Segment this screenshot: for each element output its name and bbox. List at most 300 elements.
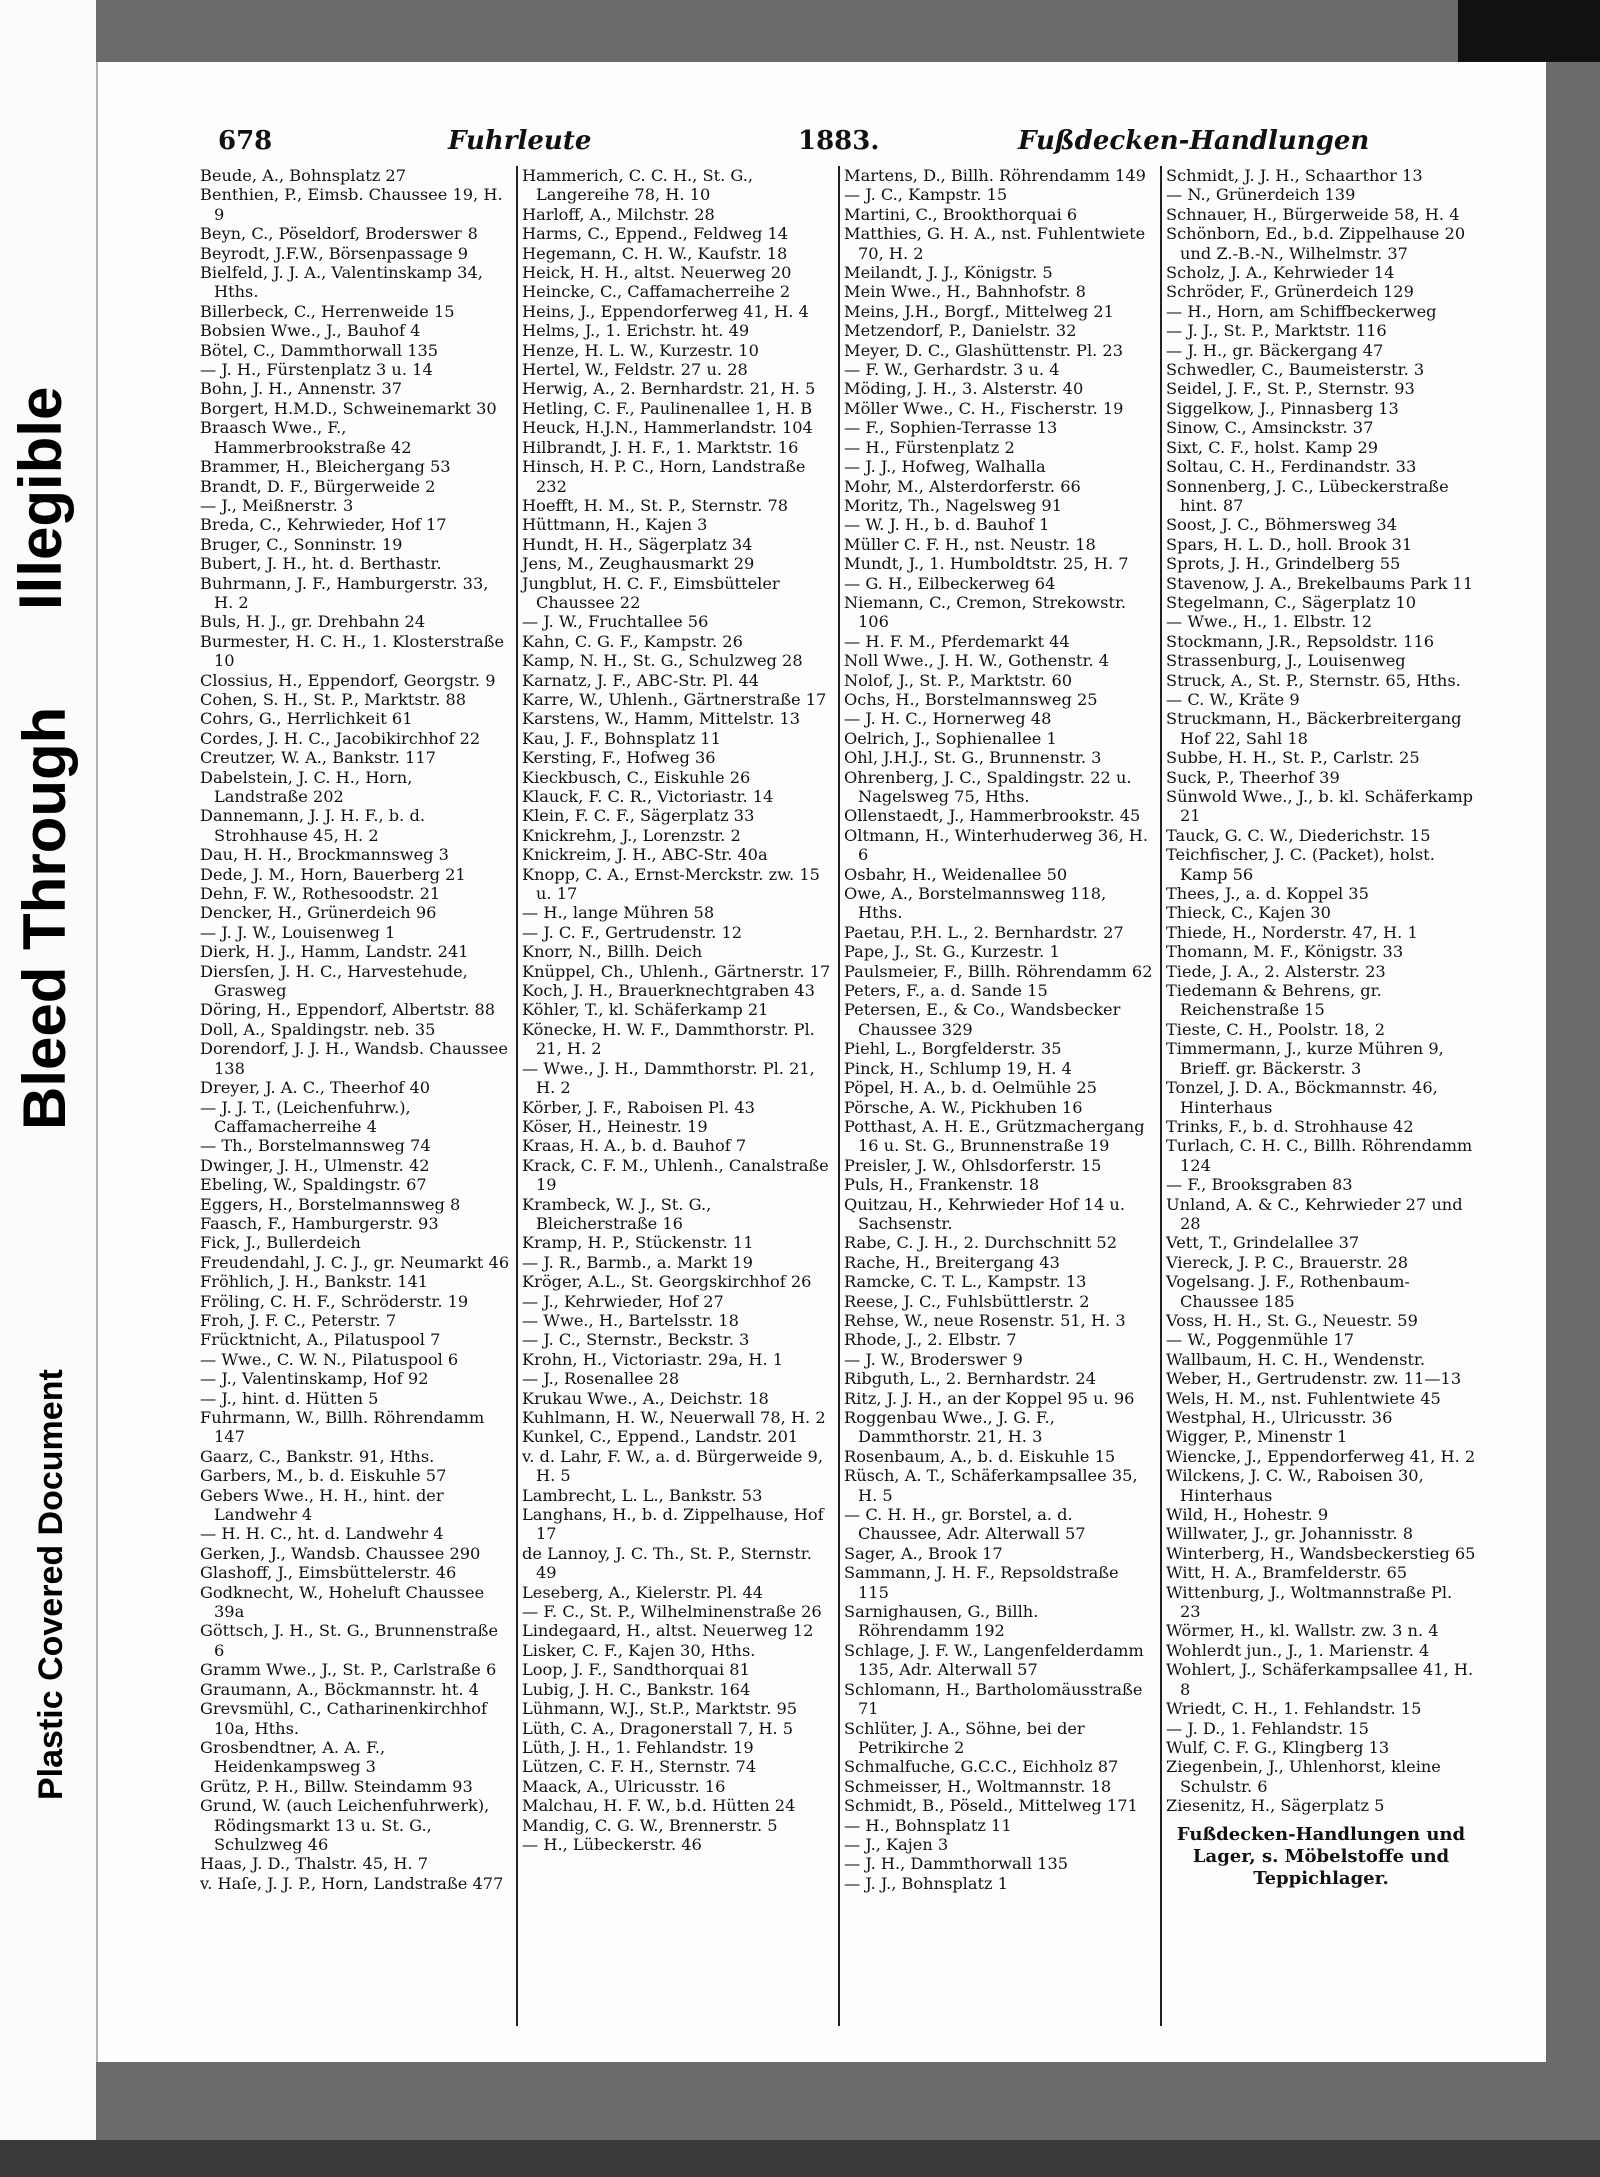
directory-entry: Rache, H., Breitergang 43 bbox=[844, 1252, 1060, 1272]
directory-entry: — Wwe., C. W. N., Pilatuspool 6 bbox=[200, 1349, 459, 1369]
directory-entry: Moritz, Th., Nagelsweg 91 bbox=[844, 495, 1063, 515]
directory-entry: — J. J. T., (Leichenfuhrw.), Caffamacherreihe 4 bbox=[200, 1097, 411, 1136]
directory-entry: Kieckbusch, C., Eiskuhle 26 bbox=[522, 767, 751, 787]
directory-entry: Hoefft, H. M., St. P., Sternstr. 78 bbox=[522, 495, 789, 515]
directory-entry: — J. W., Fruchtallee 56 bbox=[522, 612, 709, 632]
directory-entry: — J., Valentinskamp, Hof 92 bbox=[200, 1369, 429, 1389]
directory-entry: — Th., Borstelmannsweg 74 bbox=[200, 1136, 431, 1156]
directory-entry: — J. H., Fürstenplatz 3 u. 14 bbox=[200, 360, 433, 380]
year: 1883. bbox=[798, 126, 880, 156]
directory-entry: Schmidt, B., Pöseld., Mittelweg 171 bbox=[844, 1796, 1138, 1816]
directory-entry: Pinck, H., Schlump 19, H. 4 bbox=[844, 1058, 1072, 1078]
directory-entry: Sixt, C. F., holst. Kamp 29 bbox=[1166, 437, 1379, 457]
directory-entry: Schwedler, C., Baumeisterstr. 3 bbox=[1166, 360, 1425, 380]
directory-entry: Döring, H., Eppendorf, Albertstr. 88 bbox=[200, 1000, 496, 1020]
directory-entry: Koch, J. H., Brauerknechtgraben 43 bbox=[522, 981, 815, 1001]
directory-entry: Puls, H., Frankenstr. 18 bbox=[844, 1175, 1040, 1195]
directory-entry: — J., Meißnerstr. 3 bbox=[200, 495, 354, 515]
directory-entry: Dorendorf, J. J. H., Wandsb. Chaussee 138 bbox=[200, 1039, 508, 1078]
directory-entry: Maack, A., Ulricusstr. 16 bbox=[522, 1776, 726, 1796]
directory-entry: Lützen, C. F. H., Sternstr. 74 bbox=[522, 1757, 757, 1777]
directory-entry: Wohlert, J., Schäferkampsallee 41, H. 8 bbox=[1166, 1660, 1474, 1699]
directory-entry: Suck, P., Theerhof 39 bbox=[1166, 767, 1340, 787]
directory-entry: Teichfischer, J. C. (Packet), holst. Kamp 56 bbox=[1166, 845, 1435, 884]
directory-entry: — J. H., gr. Bäckergang 47 bbox=[1166, 340, 1384, 360]
directory-entry: Harms, C., Eppend., Feldweg 14 bbox=[522, 224, 789, 244]
directory-entry: Göttsch, J. H., St. G., Brunnenstraße 6 bbox=[200, 1621, 499, 1660]
directory-entry: Sünwold Wwe., J., b. kl. Schäferkamp 21 bbox=[1166, 787, 1474, 826]
scan-border-top bbox=[1458, 0, 1600, 62]
directory-entry: — Wwe., J. H., Dammthorstr. Pl. 21, H. 2 bbox=[522, 1058, 815, 1098]
directory-entry: Malchau, H. F. W., b.d. Hütten 24 bbox=[522, 1796, 796, 1816]
directory-entry: Hertel, W., Feldstr. 27 u. 28 bbox=[522, 360, 748, 380]
column-divider bbox=[838, 166, 840, 2026]
directory-entry: Meilandt, J. J., Königstr. 5 bbox=[844, 263, 1053, 283]
column-4 bbox=[1166, 166, 1476, 1890]
directory-entry: Bruger, C., Sonninstr. 19 bbox=[200, 534, 403, 554]
directory-entry: Hundt, H. H., Sägerplatz 34 bbox=[522, 534, 753, 554]
directory-entry: Schlage, J. F. W., Langenfelderdamm 135, Adr. Alterwall 57 bbox=[844, 1640, 1144, 1680]
directory-entry: Stegelmann, C., Sägerplatz 10 bbox=[1166, 592, 1417, 612]
page-number: 678 bbox=[218, 126, 273, 156]
directory-entry: Struck, A., St. P., Sternstr. 65, Hths. bbox=[1166, 670, 1461, 690]
directory-entry: Struckmann, H., Bäckerbreitergang Hof 22, Sahl 18 bbox=[1166, 709, 1462, 748]
directory-entry: Faasch, F., Hamburgerstr. 93 bbox=[200, 1213, 439, 1233]
directory-entry: — H., lange Mühren 58 bbox=[522, 903, 715, 923]
directory-entry: Dannemann, J. J. H. F., b. d. Strohhause 45, H. 2 bbox=[200, 806, 425, 845]
directory-entry: Vett, T., Grindelallee 37 bbox=[1166, 1233, 1360, 1253]
directory-entry: Bohn, J. H., Annenstr. 37 bbox=[200, 379, 403, 399]
directory-entry: Borgert, H.M.D., Schweinemarkt 30 bbox=[200, 398, 497, 418]
directory-entry: Knopp, C. A., Ernst-Merckstr. zw. 15 u. 17 bbox=[522, 864, 820, 904]
directory-entry: Paetau, P.H. L., 2. Bernhardstr. 27 bbox=[844, 922, 1124, 942]
directory-entry: Breda, C., Kehrwieder, Hof 17 bbox=[200, 515, 447, 535]
directory-entry: Gerken, J., Wandsb. Chaussee 290 bbox=[200, 1543, 481, 1563]
directory-entry: Schmidt, J. J. H., Schaarthor 13 bbox=[1166, 166, 1423, 185]
directory-entry: Rhode, J., 2. Elbstr. 7 bbox=[844, 1330, 1017, 1350]
directory-entry: Knickreim, J. H., ABC-Str. 40a bbox=[522, 845, 768, 865]
directory-entry: Tonzel, J. D. A., Böckmannstr. 46, Hinterhaus bbox=[1166, 1078, 1438, 1117]
directory-entry: Schnauer, H., Bürgerweide 58, H. 4 bbox=[1166, 204, 1460, 224]
directory-entry: Körber, J. F., Raboisen Pl. 43 bbox=[522, 1097, 755, 1117]
directory-entry: Witt, H. A., Bramfelderstr. 65 bbox=[1166, 1563, 1408, 1583]
directory-entry: Wörmer, H., kl. Wallstr. zw. 3 n. 4 bbox=[1166, 1621, 1439, 1641]
directory-entry: de Lannoy, J. C. Th., St. P., Sternstr. 49 bbox=[522, 1543, 812, 1583]
directory-entry: Wohlerdt jun., J., 1. Marienstr. 4 bbox=[1166, 1640, 1430, 1660]
directory-entry: — F. W., Gerhardstr. 3 u. 4 bbox=[844, 360, 1060, 380]
column-divider bbox=[516, 166, 518, 2026]
directory-entry: Loop, J. F., Sandthorquai 81 bbox=[522, 1660, 750, 1680]
scan-label-strip bbox=[0, 0, 96, 2177]
directory-entry: Metzendorf, P., Danielstr. 32 bbox=[844, 321, 1077, 341]
directory-entry: Schmalfuche, G.C.C., Eichholz 87 bbox=[844, 1757, 1119, 1777]
directory-entry: Lühmann, W.J., St.P., Marktstr. 95 bbox=[522, 1699, 798, 1719]
directory-entry: — J., Kehrwieder, Hof 27 bbox=[522, 1291, 724, 1311]
bleed-through-label: Bleed Through bbox=[11, 706, 78, 1130]
plastic-covered-label: Plastic Covered Document bbox=[32, 1369, 70, 1800]
directory-entry: Vogelsang. J. F., Rothenbaum-Chaussee 185 bbox=[1166, 1272, 1410, 1311]
directory-entry: Godknecht, W., Hoheluft Chaussee 39a bbox=[200, 1582, 485, 1622]
directory-entry: — J. C., Kampstr. 15 bbox=[844, 185, 1008, 205]
directory-entry: Dau, H. H., Brockmannsweg 3 bbox=[200, 845, 449, 865]
directory-entry: — F., Sophien-Terrasse 13 bbox=[844, 418, 1058, 438]
directory-entry: Gaarz, C., Bankstr. 91, Hths. bbox=[200, 1446, 435, 1466]
directory-entry: Lüth, J. H., 1. Fehlandstr. 19 bbox=[522, 1737, 754, 1757]
directory-entry: Beyrodt, J.F.W., Börsenpassage 9 bbox=[200, 243, 469, 263]
directory-entry: Trinks, F., b. d. Strohhause 42 bbox=[1166, 1116, 1414, 1136]
directory-entry: Haas, J. D., Thalstr. 45, H. 7 bbox=[200, 1854, 429, 1874]
directory-entry: Heincke, C., Caffamacherreihe 2 bbox=[522, 282, 791, 302]
directory-entry: Lambrecht, L. L., Bankstr. 53 bbox=[522, 1485, 763, 1505]
directory-entry: Ohl, J.H.J., St. G., Brunnenstr. 3 bbox=[844, 748, 1102, 768]
directory-entry: — J. W., Broderswег 9 bbox=[844, 1349, 1023, 1369]
directory-entry: Reese, J. C., Fuhlsbüttlerstr. 2 bbox=[844, 1291, 1090, 1311]
directory-entry: Bobsien Wwe., J., Bauhof 4 bbox=[200, 321, 421, 341]
directory-entry: — C. H. H., gr. Borstel, a. d. Chaussee, Adr. Alterwall 57 bbox=[844, 1505, 1086, 1544]
directory-entry: Ohrenberg, J. C., Spaldingstr. 22 u. Nagelsweg 75, Hths. bbox=[844, 767, 1132, 806]
directory-entry: Buls, H. J., gr. Drehbahn 24 bbox=[200, 612, 426, 632]
directory-entry: Köser, H., Heinestr. 19 bbox=[522, 1116, 708, 1136]
directory-entry: Helms, J., 1. Erichstr. ht. 49 bbox=[522, 321, 750, 341]
directory-entry: Dede, J. M., Horn, Bauerberg 21 bbox=[200, 864, 466, 884]
directory-entry: Ollenstaedt, J., Hammerbrookstr. 45 bbox=[844, 806, 1141, 826]
directory-entry: Möller Wwe., C. H., Fischerstr. 19 bbox=[844, 398, 1124, 418]
directory-entry: Rabe, C. J. H., 2. Durchschnitt 52 bbox=[844, 1233, 1117, 1253]
directory-entry: Subbe, H. H., St. P., Carlstr. 25 bbox=[1166, 748, 1420, 768]
directory-entry: Möding, J. H., 3. Alsterstr. 40 bbox=[844, 379, 1084, 399]
directory-entry: Krambeck, W. J., St. G., Bleicherstraße 16 bbox=[522, 1194, 712, 1233]
directory-page bbox=[96, 62, 1546, 2062]
directory-entry: Henze, H. L. W., Kurzestr. 10 bbox=[522, 340, 759, 360]
directory-entry: Dwinger, J. H., Ulmenstr. 42 bbox=[200, 1155, 430, 1175]
directory-entry: Eggers, H., Borstelmannsweg 8 bbox=[200, 1194, 461, 1214]
directory-entry: Lisker, C. F., Kajen 30, Hths. bbox=[522, 1640, 756, 1660]
directory-entry: Billerbeck, C., Herrenweide 15 bbox=[200, 301, 455, 321]
directory-entry: Lüth, C. A., Dragonerstall 7, H. 5 bbox=[522, 1718, 794, 1738]
directory-entry: Wittenburg, J., Woltmannstraße Pl. 23 bbox=[1166, 1582, 1453, 1622]
directory-entry: Mein Wwe., H., Bahnhofstr. 8 bbox=[844, 282, 1086, 302]
directory-entry: — J. J. W., Louisenweg 1 bbox=[200, 922, 396, 942]
directory-entry: Fick, J., Bullerdeich bbox=[200, 1233, 361, 1253]
directory-entry: Meyer, D. C., Glashüttenstr. Pl. 23 bbox=[844, 340, 1124, 360]
directory-entry: Fröling, C. H. F., Schröderstr. 19 bbox=[200, 1291, 469, 1311]
directory-entry: Fröhlich, J. H., Bankstr. 141 bbox=[200, 1272, 429, 1292]
directory-entry: Ritz, J. J. H., an der Koppel 95 u. 96 bbox=[844, 1388, 1135, 1408]
directory-entry: Schmeisser, H., Woltmannstr. 18 bbox=[844, 1776, 1112, 1796]
directory-entry: — C. W., Kräte 9 bbox=[1166, 689, 1300, 709]
directory-entry: Soost, J. C., Böhmersweg 34 bbox=[1166, 515, 1398, 535]
directory-entry: Bubert, J. H., ht. d. Berthastr. bbox=[200, 554, 442, 574]
directory-entry: — J. J., Hofweg, Walhalla bbox=[844, 457, 1046, 477]
directory-entry: — J. J., Bohnsplatz 1 bbox=[844, 1873, 1008, 1893]
directory-entry: Scholz, J. A., Kehrwieder 14 bbox=[1166, 263, 1395, 283]
directory-entry: Braasch Wwe., F., Hammerbrookstraße 42 bbox=[200, 418, 412, 457]
directory-entry: Oelrich, J., Sophienallee 1 bbox=[844, 728, 1057, 748]
directory-entry: Siggelkow, J., Pinnasberg 13 bbox=[1166, 398, 1399, 418]
directory-entry: Westphal, H., Ulricusstr. 36 bbox=[1166, 1408, 1393, 1427]
directory-entry: Soltau, C. H., Ferdinandstr. 33 bbox=[1166, 457, 1417, 477]
directory-entry: Bötel, C., Dammthorwall 135 bbox=[200, 340, 439, 360]
directory-entry: — J., Kajen 3 bbox=[844, 1834, 949, 1854]
directory-entry: Ramcke, C. T. L., Kampstr. 13 bbox=[844, 1272, 1087, 1292]
directory-entry: Lindegaard, H., altst. Neuerweg 12 bbox=[522, 1621, 814, 1641]
directory-entry: Hegemann, C. H. W., Kaufstr. 18 bbox=[522, 243, 788, 263]
directory-entry: — J. C., Sternstr., Beckstr. 3 bbox=[522, 1330, 750, 1350]
page-header bbox=[98, 126, 1546, 166]
directory-entry: Kunkel, C., Eppend., Landstr. 201 bbox=[522, 1427, 799, 1447]
directory-entry: Doll, A., Spaldingstr. neb. 35 bbox=[200, 1019, 436, 1039]
directory-entry: Unland, A. & C., Kehrwieder 27 und 28 bbox=[1166, 1194, 1463, 1233]
directory-entry: — J. C. F., Gertrudenstr. 12 bbox=[522, 922, 743, 942]
directory-entry: Willwater, J., gr. Johannisstr. 8 bbox=[1166, 1524, 1414, 1544]
directory-entry: Grevsmühl, C., Catharinenkirchhof 10a, Hths. bbox=[200, 1699, 487, 1738]
directory-entry: Sprots, J. H., Grindelberg 55 bbox=[1166, 554, 1401, 574]
directory-entry: Mundt, J., 1. Humboldtstr. 25, H. 7 bbox=[844, 554, 1129, 574]
directory-entry: Fuhrmann, W., Billh. Röhrendamm 147 bbox=[200, 1408, 485, 1447]
directory-entry: Turlach, C. H. C., Billh. Röhrendamm 124 bbox=[1166, 1136, 1473, 1175]
directory-entry: Kraas, H. A., b. d. Bauhof 7 bbox=[522, 1136, 747, 1156]
directory-entry: Jens, M., Zeughausmarkt 29 bbox=[522, 554, 755, 574]
scan-border-bottom bbox=[0, 2140, 1600, 2177]
directory-entry: — Wwe., H., 1. Elbstr. 12 bbox=[1166, 612, 1373, 632]
directory-entry: Kramp, H. P., Stückenstr. 11 bbox=[522, 1233, 754, 1253]
directory-entry: Petersen, E., & Co., Wandsbecker Chaussee 329 bbox=[844, 1000, 1121, 1039]
directory-entry: Harloff, A., Milchstr. 28 bbox=[522, 204, 715, 224]
directory-entry: — J. D., 1. Fehlandstr. 15 bbox=[1166, 1718, 1369, 1738]
directory-entry: Klein, F. C. F., Sägerplatz 33 bbox=[522, 806, 755, 826]
directory-entry: Voss, H. H., St. G., Neuestr. 59 bbox=[1166, 1310, 1418, 1330]
directory-entry: Stavenow, J. A., Brekelbaums Park 11 bbox=[1166, 573, 1474, 593]
directory-entry: — J. H. C., Hornerweg 48 bbox=[844, 709, 1052, 729]
directory-entry: Knickrehm, J., Lorenzstr. 2 bbox=[522, 825, 741, 845]
directory-entry: — W., Poggenmühle 17 bbox=[1166, 1330, 1354, 1350]
directory-entry: Rüsch, A. T., Schäferkampsallee 35, H. 5 bbox=[844, 1466, 1138, 1505]
directory-entry: — N., Grünerdeich 139 bbox=[1166, 185, 1356, 205]
directory-entry: Knüppel, Ch., Uhlenh., Gärtnerstr. 17 bbox=[522, 961, 831, 981]
directory-entry: Pape, J., St. G., Kurzestr. 1 bbox=[844, 942, 1060, 962]
directory-entry: Rosenbaum, A., b. d. Eiskuhle 15 bbox=[844, 1446, 1116, 1466]
directory-entry: — H., Fürstenplatz 2 bbox=[844, 437, 1015, 457]
directory-entry: Stockmann, J.R., Repsoldstr. 116 bbox=[1166, 631, 1435, 651]
directory-entry: v. Haſe, J. J. P., Horn, Landstraße 477 bbox=[200, 1873, 504, 1893]
directory-entry: — J. J., St. P., Marktstr. 116 bbox=[1166, 321, 1387, 341]
directory-entry: — H. H. C., ht. d. Landwehr 4 bbox=[200, 1524, 444, 1544]
directory-entry: Leseberg, A., Kielerstr. Pl. 44 bbox=[522, 1582, 764, 1602]
directory-entry: Dabelstein, J. C. H., Horn, Landstraße 202 bbox=[200, 767, 413, 806]
directory-entry: Dierk, H. J., Hamm, Landstr. 241 bbox=[200, 942, 469, 962]
directory-entry: Martens, D., Billh. Röhrendamm 149 bbox=[844, 166, 1146, 185]
directory-entry: Oltmann, H., Winterhuderweg 36, H. 6 bbox=[844, 825, 1149, 865]
directory-entry: — H., Horn, am Schiffbeckerweg bbox=[1166, 301, 1437, 321]
directory-entry: Wels, H. M., nst. Fuhlentwiete 45 bbox=[1166, 1388, 1441, 1408]
directory-entry: Roggenbau Wwe., J. G. F., Dammthorstr. 21, H. 3 bbox=[844, 1408, 1055, 1447]
directory-entry: Peters, F., a. d. Sande 15 bbox=[844, 981, 1048, 1001]
directory-entry: v. d. Lahr, F. W., a. d. Bürgerweide 9, H. 5 bbox=[522, 1446, 823, 1486]
directory-entry: Spars, H. L. D., holl. Brook 31 bbox=[1166, 534, 1413, 554]
directory-entry: Sonnenberg, J. C., Lübeckerstraße hint. 87 bbox=[1166, 476, 1449, 515]
directory-entry: Ochs, H., Borstelmannsweg 25 bbox=[844, 689, 1098, 709]
directory-entry: Frücktnicht, A., Pilatuspool 7 bbox=[200, 1330, 441, 1350]
directory-entry: Wild, H., Hohestr. 9 bbox=[1166, 1505, 1329, 1525]
directory-entry: Hilbrandt, J. H. F., 1. Marktstr. 16 bbox=[522, 437, 799, 457]
directory-entry: Heins, J., Eppendorferweg 41, H. 4 bbox=[522, 301, 809, 321]
directory-entry: Tauck, G. C. W., Diederichstr. 15 bbox=[1166, 825, 1431, 845]
directory-entry: — G. H., Eilbeckerweg 64 bbox=[844, 573, 1056, 593]
directory-entry: Tiedemann & Behrens, gr. Reichenstraße 15 bbox=[1166, 981, 1382, 1020]
directory-entry: Cohen, S. H., St. P., Marktstr. 88 bbox=[200, 689, 467, 709]
directory-entry: Sarnighausen, G., Billh. Röhrendamm 192 bbox=[844, 1602, 1039, 1641]
directory-entry: Karre, W., Uhlenh., Gärtnerstraße 17 bbox=[522, 689, 827, 709]
directory-entry: Schröder, F., Grünerdeich 129 bbox=[1166, 282, 1414, 302]
directory-entry: Schlomann, H., Bartholomäusstraße 71 bbox=[844, 1679, 1143, 1719]
directory-entry: Köhler, T., kl. Schäferkamp 21 bbox=[522, 1000, 769, 1020]
cross-reference-note: Fußdecken-Handlungen und Lager, s. Möbelstoffe und Teppichlager. bbox=[1176, 1823, 1466, 1889]
directory-entry: Noll Wwe., J. H. W., Gothenstr. 4 bbox=[844, 651, 1110, 671]
directory-entry: Herwig, A., 2. Bernhardstr. 21, H. 5 bbox=[522, 379, 816, 399]
directory-entry: — J., hint. d. Hütten 5 bbox=[200, 1388, 379, 1408]
directory-entry: Hinsch, H. P. C., Horn, Landstraße 232 bbox=[522, 457, 806, 496]
directory-entry: Wigger, P., Minenstr 1 bbox=[1166, 1427, 1348, 1447]
directory-entry: Preisler, J. W., Ohlsdorferstr. 15 bbox=[844, 1155, 1102, 1175]
directory-entry: Mandig, C. G. W., Brennerstr. 5 bbox=[522, 1815, 778, 1835]
directory-entry: Cohrs, G., Herrlichkeit 61 bbox=[200, 709, 413, 729]
directory-entry: Klauck, F. C. R., Victoriastr. 14 bbox=[522, 787, 774, 806]
directory-entry: Ebeling, W., Spaldingstr. 67 bbox=[200, 1175, 427, 1195]
directory-entry: Viereck, J. P. C., Brauerstr. 28 bbox=[1166, 1252, 1409, 1272]
directory-entry: Thiede, H., Norderstr. 47, H. 1 bbox=[1166, 922, 1418, 942]
directory-entry: Ziesenitz, H., Sägerplatz 5 bbox=[1166, 1796, 1385, 1816]
directory-entry: Grund, W. (auch Leichenfuhrwerk), Rödingsmarkt 13 u. St. G., Schulzweg 46 bbox=[200, 1796, 490, 1854]
directory-entry: Kahn, C. G. F., Kampstr. 26 bbox=[522, 631, 743, 651]
directory-entry: Krukau Wwe., A., Deichstr. 18 bbox=[522, 1388, 769, 1408]
directory-entry: Winterberg, H., Wandsbeckerstieg 65 bbox=[1166, 1543, 1476, 1563]
directory-entry: Sager, A., Brook 17 bbox=[844, 1543, 1003, 1563]
directory-entry: Wulf, C. F. G., Klingberg 13 bbox=[1166, 1737, 1390, 1757]
directory-entry: Seidel, J. F., St. P., Sternstr. 93 bbox=[1166, 379, 1415, 399]
directory-entry: Niemann, C., Cremon, Strekowstr. 106 bbox=[844, 592, 1127, 632]
directory-entry: Langhans, H., b. d. Zippelhause, Hof 17 bbox=[522, 1505, 824, 1544]
directory-entry: Kuhlmann, H. W., Neuerwall 78, H. 2 bbox=[522, 1408, 826, 1427]
directory-entry: Wiencke, J., Eppendorferweg 41, H. 2 bbox=[1166, 1446, 1476, 1466]
directory-entry: Wriedt, C. H., 1. Fehlandstr. 15 bbox=[1166, 1699, 1422, 1719]
directory-entry: Graumann, A., Böckmannstr. ht. 4 bbox=[200, 1679, 479, 1699]
directory-entry: Kamp, N. H., St. G., Schulzweg 28 bbox=[522, 651, 803, 671]
directory-entry: Pörsche, A. W., Pickhuben 16 bbox=[844, 1097, 1083, 1117]
directory-entry: Mohr, M., Alsterdorferstr. 66 bbox=[844, 476, 1081, 496]
directory-entry: Piehl, L., Borgfelderstr. 35 bbox=[844, 1039, 1062, 1059]
illegible-label: Illegible bbox=[7, 386, 74, 610]
directory-entry: Kau, J. F., Bohnsplatz 11 bbox=[522, 728, 721, 748]
directory-entry: Martini, C., Brookthorquai 6 bbox=[844, 204, 1078, 224]
directory-entry: Schönborn, Ed., b.d. Zippelhause 20 und Z.-B.-N., Wilhelmstr. 37 bbox=[1166, 224, 1466, 263]
directory-entry: Matthies, G. H. A., nst. Fuhlentwiete 70, H. 2 bbox=[844, 224, 1146, 263]
directory-entry: Wilckens, J. C. W., Raboisen 30, Hinterhaus bbox=[1166, 1466, 1424, 1505]
directory-entry: Cordes, J. H. C., Jacobikirchhof 22 bbox=[200, 728, 481, 748]
directory-entry: Brammer, H., Bleichergang 53 bbox=[200, 457, 451, 477]
section-title-left: Fuhrleute bbox=[448, 126, 592, 156]
directory-entry: Benthien, P., Eimsb. Chaussee 19, H. 9 bbox=[200, 185, 503, 224]
directory-entry: Clossius, H., Eppendorf, Georgstr. 9 bbox=[200, 670, 496, 690]
directory-entry: Kröger, A.L., St. Georgskirchhof 26 bbox=[522, 1272, 812, 1292]
directory-entry: — H., Lübeckerstr. 46 bbox=[522, 1834, 702, 1854]
directory-entry: Könecke, H. W. F., Dammthorstr. Pl. 21, H. 2 bbox=[522, 1019, 815, 1059]
directory-entry: Dencker, H., Grünerdeich 96 bbox=[200, 903, 437, 923]
directory-entry: Glashoff, J., Eimsbüttelerstr. 46 bbox=[200, 1563, 457, 1583]
directory-entry: Timmermann, J., kurze Mühren 9, Brieff. gr. Bäckerstr. 3 bbox=[1166, 1039, 1444, 1078]
directory-entry: Dreyer, J. A. C., Theerhof 40 bbox=[200, 1078, 431, 1098]
directory-entry: Hammerich, C. C. H., St. G., Langereihe 78, H. 10 bbox=[522, 166, 754, 205]
section-title-right: Fußdecken-Handlungen bbox=[1018, 126, 1370, 156]
directory-entry: Rehse, W., neue Rosenstr. 51, H. 3 bbox=[844, 1310, 1126, 1330]
directory-entry: — W. J. H., b. d. Bauhof 1 bbox=[844, 515, 1050, 535]
directory-entry: Krohn, H., Victoriastr. 29a, H. 1 bbox=[522, 1349, 784, 1369]
directory-entry: Beyn, C., Pöseldorf, Broderswег 8 bbox=[200, 224, 478, 244]
directory-entry: — J., Rosenallee 28 bbox=[522, 1369, 680, 1389]
directory-entry: Heuck, H.J.N., Hammerlandstr. 104 bbox=[522, 418, 813, 438]
directory-entry: Heick, H. H., altst. Neuerweg 20 bbox=[522, 263, 792, 283]
column-2 bbox=[522, 166, 832, 1854]
directory-entry: — J. H., Dammthorwall 135 bbox=[844, 1854, 1069, 1874]
directory-entry: Jungblut, H. C. F., Eimsbütteler Chaussee 22 bbox=[522, 573, 780, 612]
directory-entry: Meins, J.H., Borgf., Mittelweg 21 bbox=[844, 301, 1114, 321]
directory-entry: Freudendahl, J. C. J., gr. Neumarkt 46 bbox=[200, 1252, 510, 1272]
directory-entry: Strassenburg, J., Louisenweg bbox=[1166, 651, 1406, 671]
directory-entry: Froh, J. F. C., Peterstr. 7 bbox=[200, 1310, 397, 1330]
directory-entry: Ribguth, L., 2. Bernhardstr. 24 bbox=[844, 1369, 1096, 1389]
directory-entry: Tiede, J. A., 2. Alsterstr. 23 bbox=[1166, 961, 1386, 981]
directory-entry: — Wwe., H., Bartelsstr. 18 bbox=[522, 1310, 739, 1330]
directory-entry: Nolof, J., St. P., Marktstr. 60 bbox=[844, 670, 1073, 690]
directory-entry: Grosbendtner, A. A. F., Heidenkampsweg 3 bbox=[200, 1737, 386, 1777]
directory-entry: Sammann, J. H. F., Repsoldstraße 115 bbox=[844, 1563, 1119, 1602]
column-3 bbox=[844, 166, 1154, 1893]
directory-entry: Creutzer, W. A., Bankstr. 117 bbox=[200, 748, 436, 768]
directory-entry: Thieck, C., Kajen 30 bbox=[1166, 903, 1331, 923]
directory-entry: — F., Brooksgraben 83 bbox=[1166, 1175, 1353, 1195]
directory-entry: Krack, C. F. M., Uhlenh., Canalstraße 19 bbox=[522, 1155, 829, 1195]
directory-entry: Karnatz, J. F., ABC-Str. Pl. 44 bbox=[522, 670, 760, 690]
directory-entry: Garbers, M., b. d. Eiskuhle 57 bbox=[200, 1466, 447, 1486]
directory-entry: Weber, H., Gertrudenstr. zw. 11—13 bbox=[1166, 1369, 1462, 1389]
directory-entry: Sinow, C., Amsinckstr. 37 bbox=[1166, 418, 1374, 438]
directory-entry: Brandt, D. F., Bürgerweide 2 bbox=[200, 476, 436, 496]
directory-entry: Hetling, C. F., Paulinenallee 1, H. B bbox=[522, 398, 813, 418]
directory-entry: Owe, A., Borstelmannsweg 118, Hths. bbox=[844, 884, 1107, 923]
directory-entry: Gramm Wwe., J., St. P., Carlstraße 6 bbox=[200, 1660, 497, 1680]
directory-entry: Quitzau, H., Kehrwieder Hof 14 u. Sachsenstr. bbox=[844, 1194, 1125, 1233]
directory-entry: Hüttmann, H., Kajen 3 bbox=[522, 515, 708, 535]
directory-entry: Thees, J., a. d. Koppel 35 bbox=[1166, 884, 1369, 904]
directory-entry: Karstens, W., Hamm, Mittelstr. 13 bbox=[522, 709, 801, 729]
directory-entry: Pöpel, H. A., b. d. Oelmühle 25 bbox=[844, 1078, 1097, 1098]
directory-entry: Dehn, F. W., Rothesoodstr. 21 bbox=[200, 884, 441, 904]
directory-entry: Wallbaum, H. C. H., Wendenstr. bbox=[1166, 1349, 1425, 1369]
directory-entry: Beude, A., Bohnsplatz 27 bbox=[200, 166, 407, 185]
directory-entry: Ziegenbein, J., Uhlenhorst, kleine Schulstr. 6 bbox=[1166, 1757, 1441, 1796]
directory-entry: — H., Bohnsplatz 11 bbox=[844, 1815, 1012, 1835]
directory-entry: — J. R., Barmb., a. Markt 19 bbox=[522, 1252, 753, 1272]
directory-entry: Müller C. F. H., nst. Neustr. 18 bbox=[844, 534, 1096, 554]
directory-entry: Gebers Wwe., H. H., hint. der Landwehr 4 bbox=[200, 1485, 444, 1525]
directory-entry: Thomann, M. F., Königstr. 33 bbox=[1166, 942, 1404, 962]
column-divider bbox=[1160, 166, 1162, 2026]
directory-entry: Paulsmeier, F., Billh. Röhrendamm 62 bbox=[844, 961, 1153, 981]
directory-entry: Schlüter, J. A., Söhne, bei der Petrikirche 2 bbox=[844, 1718, 1085, 1757]
directory-entry: Diersſen, J. H. C., Harvestehude, Grasweg bbox=[200, 961, 468, 1001]
directory-entry: Potthast, A. H. E., Grützmachergang 16 u. St. G., Brunnenstraße 19 bbox=[844, 1116, 1145, 1156]
directory-entry: Knorr, N., Billh. Deich bbox=[522, 942, 703, 962]
directory-entry: Kersting, F., Hofweg 36 bbox=[522, 748, 716, 768]
